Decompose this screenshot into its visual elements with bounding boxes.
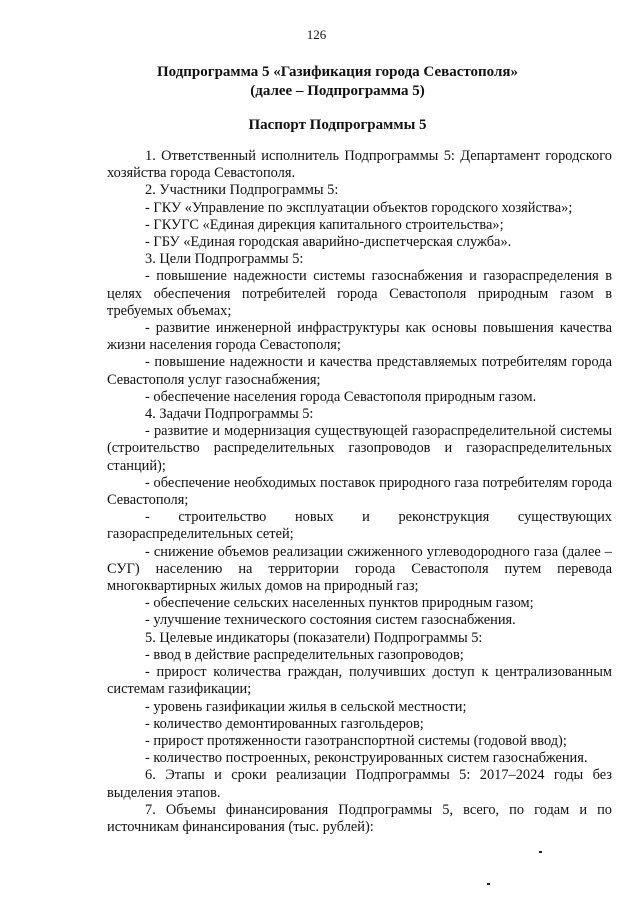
- list-item-goal: - повышение надежности и качества представляемых потребителям города Севастополя услуг газоснабжения;: [107, 354, 612, 388]
- list-item-goal: - развитие инженерной инфраструктуры как основы повышения качества жизни населения города Севастополя;: [107, 320, 612, 354]
- list-item-indicator: - ввод в действие распределительных газопроводов;: [145, 646, 464, 663]
- list-item-task: - обеспечение сельских населенных пунктов природным газом;: [145, 595, 534, 612]
- paragraph-stages-and-terms: 6. Этапы и сроки реализации Подпрограммы 5: 2017–2024 годы без выделения этапов.: [107, 767, 612, 801]
- paragraph-goals-heading: 3. Цели Подпрограммы 5:: [145, 251, 304, 268]
- passport-heading: Паспорт Подпрограммы 5: [248, 117, 427, 133]
- paragraph-financing-volumes: 7. Объемы финансирования Подпрограммы 5, всего, по годам и по источникам финансирования (тыс. рублей):: [107, 801, 612, 835]
- list-item-task: - обеспечение необходимых поставок природного газа потребителям города Севастополя;: [107, 474, 612, 509]
- list-item-task: - снижение объемов реализации сжиженного углеводородного газа (далее – СУГ) населению на территории города Севастополя путем перевода многоквартирных жилых домов на природный газ;: [107, 543, 612, 595]
- list-item-participant: - ГБУ «Единая городская аварийно-диспетчерская служба».: [145, 234, 512, 251]
- list-item-indicator: - количество построенных, реконструированных систем газоснабжения.: [145, 750, 588, 767]
- list-item-indicator: - прирост протяженности газотранспортной системы (годовой ввод);: [145, 732, 567, 749]
- scan-speck: [539, 851, 542, 853]
- subprogram-title-note: (далее – Подпрограмма 5): [250, 83, 425, 99]
- paragraph-participants-heading: 2. Участники Подпрограммы 5:: [145, 182, 339, 199]
- paragraph-indicators-heading: 5. Целевые индикаторы (показатели) Подпрограммы 5:: [145, 629, 483, 646]
- passport-body: [107, 148, 612, 836]
- list-item-participant: - ГКУ «Управление по эксплуатации объектов городского хозяйства»;: [145, 199, 573, 216]
- list-item-indicator: - уровень газификации жилья в сельской местности;: [145, 698, 467, 715]
- list-item-task: - развитие и модернизация существующей газораспределительной системы (строительство распределительных газопроводов и газораспределительных станций);: [107, 423, 612, 474]
- list-item-goal: - повышение надежности системы газоснабжения и газораспределения в целях обеспечения потребителей города Севастополя природным газом в требуемых объемах;: [107, 268, 612, 319]
- list-item-indicator: - количество демонтированных газгольдеров;: [145, 715, 424, 732]
- page-number: 126: [306, 27, 327, 42]
- list-item-task: - строительство новых и реконструкция существующих газораспределительных сетей;: [107, 509, 612, 543]
- list-item-indicator: - прирост количества граждан, получивших доступ к централизованным системам газификации;: [107, 664, 612, 698]
- scan-speck: [487, 883, 490, 885]
- list-item-goal: - обеспечение населения города Севастополя природным газом.: [145, 388, 537, 405]
- paragraph-tasks-heading: 4. Задачи Подпрограммы 5:: [145, 406, 314, 423]
- paragraph-responsible-executor: 1. Ответственный исполнитель Подпрограммы 5: Департамент городского хозяйства города Севастополя.: [107, 148, 612, 182]
- list-item-task: - улучшение технического состояния систем газоснабжения.: [145, 612, 516, 629]
- list-item-participant: - ГКУГС «Единая дирекция капитального строительства»;: [145, 216, 504, 233]
- subprogram-title: Подпрограмма 5 «Газификация города Севастополя»: [156, 64, 519, 80]
